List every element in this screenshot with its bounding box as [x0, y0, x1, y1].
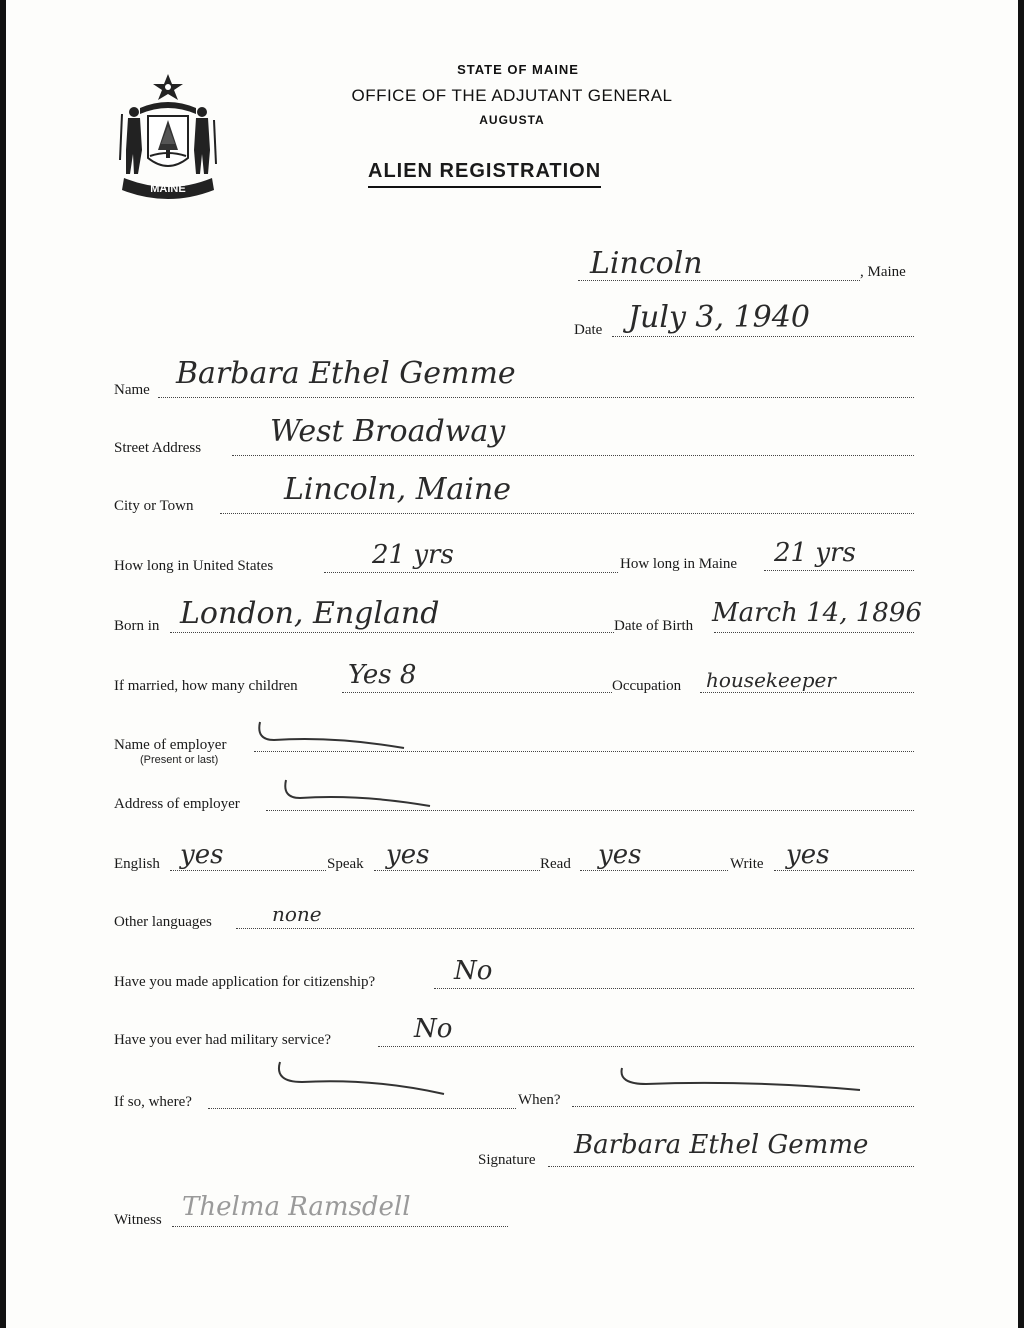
write-label: Write — [730, 856, 764, 872]
how-long-me-line — [764, 570, 914, 571]
how-long-us-line — [324, 572, 618, 573]
write-line — [774, 870, 914, 871]
write-value: yes — [786, 840, 830, 870]
english-value: yes — [180, 840, 224, 870]
english-line — [170, 870, 326, 871]
other-languages-label: Other languages — [114, 914, 212, 930]
born-in-label: Born in — [114, 618, 160, 634]
scan-border-right — [1018, 0, 1024, 1328]
seal-ribbon-text: MAINE — [150, 183, 186, 195]
city-value: Lincoln, Maine — [284, 472, 511, 507]
read-line — [580, 870, 728, 871]
street-value: West Broadway — [270, 414, 506, 449]
english-label: English — [114, 856, 160, 872]
born-in-value: London, England — [180, 596, 440, 631]
occupation-value: housekeeper — [706, 668, 836, 692]
street-label: Street Address — [114, 440, 202, 456]
how-long-me-value: 21 yrs — [774, 538, 856, 568]
children-label: If married, how many children — [114, 678, 298, 694]
dob-value: March 14, 1896 — [712, 598, 922, 628]
speak-label: Speak — [327, 856, 364, 872]
born-in-line — [170, 632, 614, 633]
when-dash-stroke — [616, 1064, 866, 1100]
name-value: Barbara Ethel Gemme — [176, 356, 516, 391]
office-heading: OFFICE OF THE ADJUTANT GENERAL — [351, 86, 673, 105]
how-long-us-value: 21 yrs — [372, 540, 454, 570]
date-value: July 3, 1940 — [628, 300, 810, 335]
citizenship-line — [434, 988, 914, 989]
city-line — [220, 513, 914, 514]
city-label: City or Town — [114, 498, 194, 514]
scan-border-left — [0, 0, 6, 1328]
when-line — [572, 1106, 914, 1107]
dob-line — [714, 632, 914, 633]
name-line — [158, 397, 914, 398]
signature-label: Signature — [478, 1152, 536, 1168]
where-line — [208, 1108, 516, 1109]
children-value: Yes 8 — [348, 660, 417, 690]
witness-value: Thelma Ramsdell — [182, 1192, 411, 1222]
signature-line — [548, 1166, 914, 1167]
employer-dash-stroke — [254, 718, 414, 758]
employer-note: (Present or last) — [140, 754, 219, 766]
street-line — [232, 455, 914, 456]
town-value: Lincoln — [590, 246, 703, 281]
military-value: No — [414, 1014, 453, 1044]
witness-label: Witness — [114, 1212, 162, 1228]
speak-line — [374, 870, 540, 871]
citizenship-value: No — [454, 956, 493, 986]
other-languages-value: none — [272, 902, 322, 926]
name-label: Name — [114, 382, 150, 398]
employer-address-dash-stroke — [280, 776, 440, 816]
how-long-us-label: How long in United States — [114, 558, 274, 574]
read-label: Read — [540, 856, 571, 872]
date-label: Date — [574, 322, 603, 338]
date-line — [612, 336, 914, 337]
signature-value: Barbara Ethel Gemme — [574, 1130, 869, 1160]
occupation-line — [700, 692, 914, 693]
children-line — [342, 692, 612, 693]
when-label: When? — [518, 1092, 561, 1108]
citizenship-label: Have you made application for citizenship? — [114, 974, 376, 990]
occupation-label: Occupation — [612, 678, 682, 694]
speak-value: yes — [386, 840, 430, 870]
where-dash-stroke — [272, 1058, 452, 1102]
dob-label: Date of Birth — [614, 618, 694, 634]
where-label: If so, where? — [114, 1094, 192, 1110]
other-languages-line — [236, 928, 914, 929]
maine-label: , Maine — [860, 264, 906, 280]
city-heading: AUGUSTA — [479, 113, 545, 127]
employer-address-label: Address of employer — [114, 796, 240, 812]
read-value: yes — [598, 840, 642, 870]
military-line — [378, 1046, 914, 1047]
state-heading: STATE OF MAINE — [457, 62, 579, 77]
military-label: Have you ever had military service? — [114, 1032, 331, 1048]
employer-label: Name of employer — [114, 737, 227, 753]
how-long-me-label: How long in Maine — [620, 556, 738, 572]
witness-line — [172, 1226, 508, 1227]
form-title: ALIEN REGISTRATION — [368, 160, 601, 188]
